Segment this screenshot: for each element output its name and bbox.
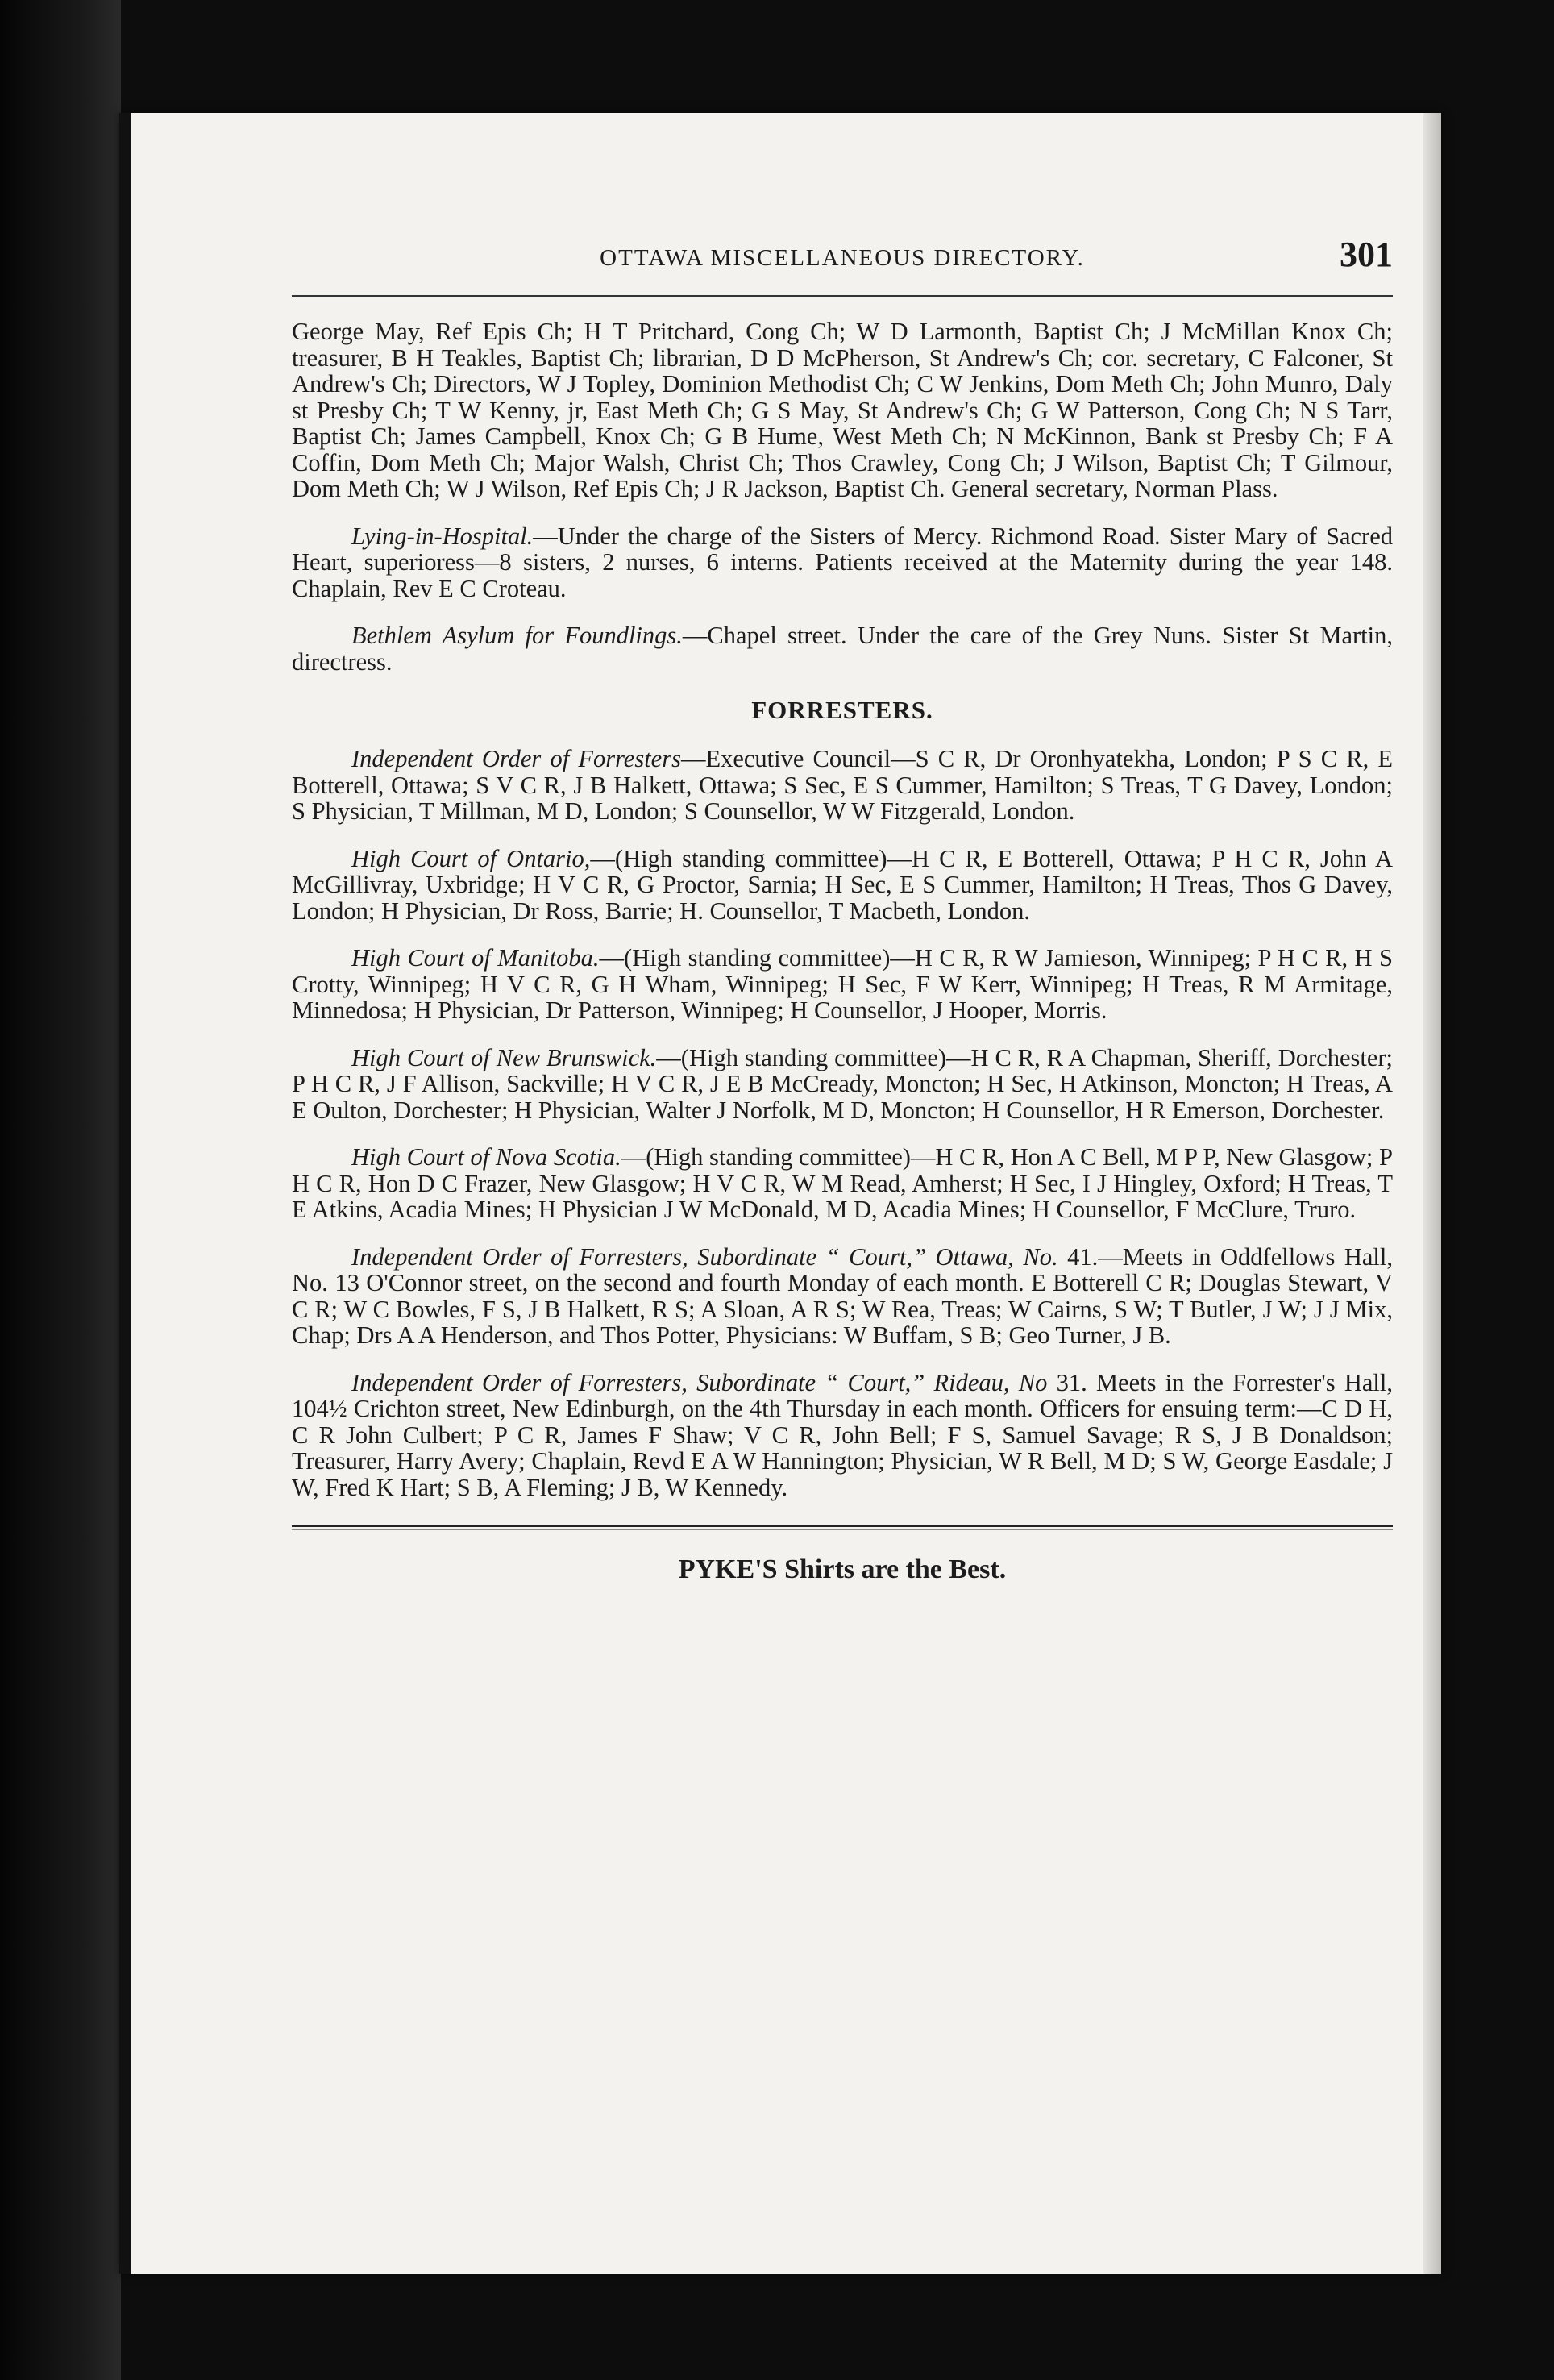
footer-rule	[292, 1525, 1393, 1530]
paragraph-lead: High Court of Manitoba.	[351, 944, 600, 972]
paragraph-high-court-ontario	[292, 846, 1393, 925]
paragraph-text: —Under the charge of the Sisters of Mercy. Richmond Road. Sister Mary of Sacred Heart, superioress—8 sisters, 2 nurses, 6 interns. Patients received at the Maternity during the year 148. Chaplain, Rev E C Croteau.	[292, 522, 1393, 602]
paragraph-lying-in-hospital	[292, 523, 1393, 602]
paragraph-text: —(High standing committee)—H C R, E Botterell, Ottawa; P H C R, John A McGillivray, Uxbridge; H V C R, G Proctor, Sarnia; H Sec, E S Cummer, Hamilton; H Treas, Thos G Davey, London; H Physician, Dr Ross, Barrie; H. Counsellor, T Macbeth, London.	[292, 844, 1393, 925]
paragraph-text: —Chapel street. Under the care of the Grey Nuns. Sister St Martin, directress.	[292, 622, 1393, 676]
paragraph-high-court-nova-scotia	[292, 1144, 1393, 1223]
page-header	[292, 234, 1393, 285]
paragraph-text: 31. Meets in the Forrester's Hall, 104½ Crichton street, New Edinburgh, on the 4th Thursday in each month. Officers for ensuing term:—C D H, C R John Culbert; P C R, James F Shaw; V C R, John Bell; F S, Samuel Savage; R S, J B Donaldson; Treasurer, Harry Avery; Chaplain, Revd E A W Hannington; Physician, W R Bell, M D; S W, George Easdale; J W, Fred K Hart; S B, A Fleming; J B, W Kennedy.	[292, 1368, 1393, 1501]
paragraph-high-court-new-brunswick	[292, 1045, 1393, 1124]
paragraph-text: —Executive Council—S C R, Dr Oronhyatekha, London; P S C R, E Botterell, Ottawa; S V C R, J B Halkett, Ottawa; S Sec, E S Cummer, Hamilton; S Treas, T G Davey, London; S Physician, T Millman, M D, London; S Counsellor, W W Fitzgerald, London.	[292, 745, 1393, 825]
page-right-edge	[1423, 113, 1441, 2274]
paragraph-text: —(High standing committee)—H C R, Hon A C Bell, M P P, New Glasgow; P H C R, Hon D C Frazer, New Glasgow; H V C R, W M Read, Amherst; H Sec, I J Hingley, Oxford; H Treas, T E Atkins, Acadia Mines; H Physician J W McDonald, M D, Acadia Mines; H Counsellor, F McClure, Truro.	[292, 1143, 1393, 1223]
paragraph-text: George May, Ref Epis Ch; H T Pritchard, Cong Ch; W D Larmonth, Baptist Ch; J McMillan Knox Ch; treasurer, B H Teakles, Baptist Ch; librarian, D D McPherson, St Andrew's Ch; cor. secretary, C Falconer, St Andrew's Ch; Directors, W J Topley, Dominion Methodist Ch; C W Jenkins, Dom Meth Ch; John Munro, Daly st Presby Ch; T W Kenny, jr, East Meth Ch; G S May, St Andrew's Ch; G W Patterson, Cong Ch; N S Tarr, Baptist Ch; James Campbell, Knox Ch; G B Hume, West Meth Ch; N McKinnon, Bank st Presby Ch; F A Coffin, Dom Meth Ch; Major Walsh, Christ Ch; Thos Crawley, Cong Ch; J Wilson, Baptist Ch; T Gilmour, Dom Meth Ch; W J Wilson, Ref Epis Ch; J R Jackson, Baptist Ch. General secretary, Norman Plass.	[292, 318, 1393, 502]
paragraph-bethlem-asylum	[292, 622, 1393, 675]
directory-page	[119, 113, 1441, 2274]
paragraph-lead: High Court of Nova Scotia.	[351, 1143, 621, 1171]
paragraph-lead: High Court of Ontario,	[351, 844, 591, 872]
paragraph-text: 41.—Meets in Oddfellows Hall, No. 13 O'Connor street, on the second and fourth Monday of each month. E Botterell C R; Douglas Stewart, V C R; W C Bowles, F S, J B Halkett, R S; A Sloan, A R S; W Rea, Treas; W Cairns, S W; T Butler, J W; J J Mix, Chap; Drs A A Henderson, and Thos Potter, Physicians: W Buffam, S B; Geo Turner, J B.	[292, 1242, 1393, 1349]
paragraph-text: —(High standing committee)—H C R, R A Chapman, Sheriff, Dorchester; P H C R, J F Allison, Sackville; H V C R, J E B McCready, Moncton; H Sec, H Atkinson, Moncton; H Treas, A E Oulton, Dorchester; H Physician, Walter J Norfolk, M D, Moncton; H Counsellor, H R Emerson, Dorchester.	[292, 1043, 1394, 1124]
paragraph-directors	[292, 318, 1393, 502]
paragraph-lead: Independent Order of Forresters	[351, 745, 681, 772]
paragraph-lead: High Court of New Brunswick.	[351, 1043, 657, 1071]
paragraph-lead: Independent Order of Forresters, Subordinate “ Court,” Ottawa, No.	[351, 1242, 1058, 1271]
section-heading-forresters: FORRESTERS.	[751, 696, 933, 724]
scan-left-shadow	[0, 0, 121, 2380]
running-title: OTTAWA MISCELLANEOUS DIRECTORY.	[600, 245, 1085, 271]
paragraph-text: —(High standing committee)—H C R, R W Jamieson, Winnipeg; P H C R, H S Crotty, Winnipeg; H V C R, G H Wham, Winnipeg; H Sec, F W Kerr, Winnipeg; H Treas, R M Armitage, Minnedosa; H Physician, Dr Patterson, Winnipeg; H Counsellor, J Hooper, Morris.	[292, 944, 1393, 1024]
page-binding-edge	[119, 113, 131, 2274]
paragraph-court-rideau	[292, 1370, 1393, 1501]
paragraph-lead: Lying-in-Hospital.	[351, 522, 534, 550]
paragraph-lead: Bethlem Asylum for Foundlings.	[351, 622, 683, 649]
paragraph-court-ottawa	[292, 1244, 1393, 1349]
footer-advertisement: PYKE'S Shirts are the Best.	[678, 1554, 1007, 1584]
paragraph-independent-order	[292, 746, 1393, 825]
page-content	[292, 234, 1393, 1585]
page-number: 301	[1340, 235, 1393, 274]
header-rule	[292, 295, 1393, 302]
paragraph-lead: Independent Order of Forresters, Subordinate “ Court,” Rideau, No	[351, 1368, 1048, 1396]
paragraph-high-court-manitoba	[292, 945, 1393, 1024]
